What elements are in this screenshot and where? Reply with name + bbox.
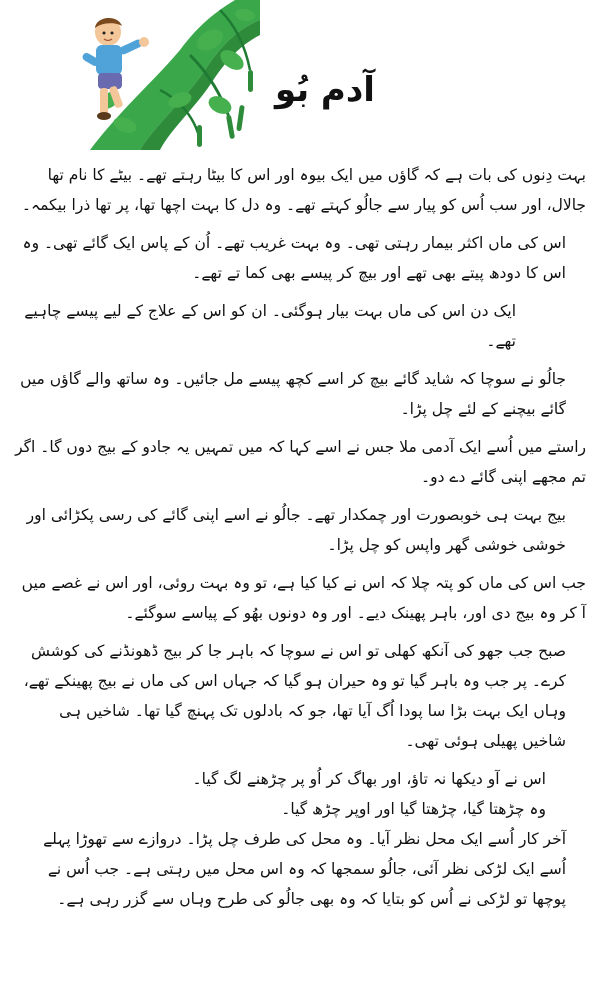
story-paragraph: بیج بہت ہی خوبصورت اور چمکدار تھے۔ جالُو نے اسے اپنی گائے کی رسی پکڑائی اور خوشی خوشی گھر واپس کو چل پڑا۔ <box>26 506 566 554</box>
story-paragraph: صبح جب جھو کی آنکھ کھلی تو اس نے سوچا کہ باہر جا کر بیج ڈھونڈنے کی کوشش کرے۔ پر جب وہ باہر گیا تو وہ حیران ہو گیا کہ جہاں اس کی ماں نے بیج پھینکے تھے، وہاں ایک بہت بڑا سا پودا اُگ آیا تھا، جو کہ بادلوں تک پہنچ گیا تھا۔ شاخیں ہی شاخیں پھیلی ہوئی تھی۔ <box>23 642 566 750</box>
story-paragraph: راستے میں اُسے ایک آدمی ملا جس نے اسے کہا کہ میں تمہیں یہ جادو کے بیج دوں گا۔ اگر تم مجھے اپنی گائے دے دو۔ <box>15 438 586 486</box>
story-paragraph: اس کی ماں اکثر بیمار رہتی تھی۔ وہ بہت غریب تھے۔ اُن کے پاس ایک گائے تھی۔ وہ اس کا دودھ پیتے بھی تھے اور بیچ کر پیسے بھی کما تے تھے۔ <box>22 234 566 282</box>
story-title: آدم بُو <box>275 70 375 110</box>
story-paragraph: ایک دن اس کی ماں بہت بیار ہوگئی۔ ان کو اس کے علاج کے لیے پیسے چاہیے تھے۔ <box>24 302 516 350</box>
story-paragraph: وہ چڑھتا گیا، چڑھتا گیا اور اوپر چڑھ گیا۔ <box>281 800 546 818</box>
story-body <box>14 160 586 914</box>
story-paragraph: اس نے آو دیکھا نہ تاؤ، اور بھاگ کر اُو پر چڑھنے لگ گیا۔ <box>192 770 546 788</box>
story-paragraph: جالُو نے سوچا کہ شاید گائے بیچ کر اسے کچھ پیسے مل جائیں۔ وہ ساتھ والے گاؤں میں گائے بیچنے کے لئے چل پڑا۔ <box>20 370 566 418</box>
boy-climbing-beanstalk-illustration <box>60 0 260 150</box>
story-paragraph: جب اس کی ماں کو پتہ چلا کہ اس نے کیا کیا ہے، تو وہ بہت روئی، اور اس نے غصے میں آ کر وہ بیج دی اور، باہر پھینک دیے۔ اور وہ دونوں بھُو کے پیاسے سوگئے۔ <box>21 574 586 622</box>
story-paragraph: آخر کار اُسے ایک محل نظر آیا۔ وہ محل کی طرف چل پڑا۔ دروازے سے تھوڑا پہلے اُسے ایک لڑکی نظر آئی، جالُو سمجھا کہ وہ اس محل میں رہتی ہے۔ جب اُس نے پوچھا تو لڑکی نے اُس کو بتایا کہ وہ بھی جالُو کی طرح وہاں سے گزر رہی ہے۔ <box>43 830 566 908</box>
story-paragraph: بہت دِنوں کی بات ہے کہ گاؤں میں ایک بیوہ اور اس کا بیٹا رہتے تھے۔ بیٹے کا نام تھا جالال، اور سب اُس کو پیار سے جالُو کہتے تھے۔ وہ دل کا بہت اچھا تھا، پر تھا ذرا بیکمہ۔ <box>21 166 586 214</box>
